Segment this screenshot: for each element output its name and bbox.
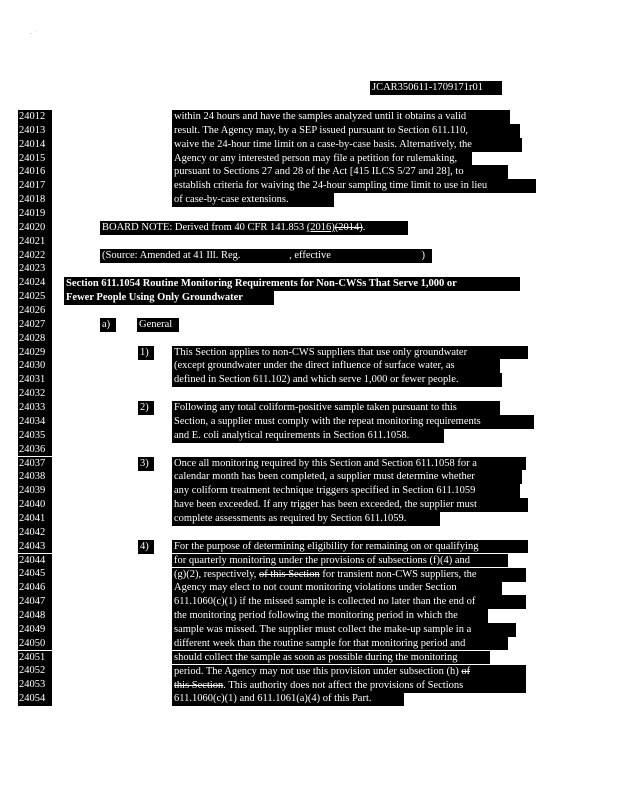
text-line-24014: waive the 24-hour time limit on a case-by-case basis. Alternatively, the bbox=[172, 138, 522, 152]
line-number: 24022 bbox=[18, 249, 52, 263]
text-line-24054: 611.1060(c)(1) and 611.1061(a)(4) of this Part. bbox=[172, 692, 404, 706]
line-number: 24034 bbox=[18, 415, 52, 429]
line-number: 24048 bbox=[18, 609, 52, 623]
line-number: 24046 bbox=[18, 581, 52, 595]
source-effective-text: , effective bbox=[289, 250, 334, 261]
board-note-inserted-year: (2016) bbox=[306, 222, 335, 233]
line-number: 24029 bbox=[18, 346, 52, 360]
item-2-label: 2) bbox=[138, 401, 154, 415]
line-number: 24042 bbox=[18, 526, 52, 540]
line-number: 24018 bbox=[18, 193, 52, 207]
text-line-24043: For the purpose of determining eligibility for remaining on or qualifying bbox=[172, 540, 528, 554]
line-number: 24038 bbox=[18, 470, 52, 484]
board-note bbox=[100, 221, 408, 235]
line-number: 24020 bbox=[18, 221, 52, 235]
line-number: 24028 bbox=[18, 332, 52, 346]
text-line-24013: result. The Agency may, by a SEP issued pursuant to Section 611.110, bbox=[172, 124, 520, 138]
line-number: 24041 bbox=[18, 512, 52, 526]
line-number: 24012 bbox=[18, 110, 52, 124]
line-number: 24051 bbox=[18, 651, 52, 665]
line-number: 24054 bbox=[18, 692, 52, 706]
subsection-a-label: a) bbox=[100, 318, 116, 332]
source-close: ) bbox=[421, 250, 426, 261]
text-line-24041: complete assessments as required by Section 611.1059. bbox=[172, 512, 440, 526]
line-24045-pre: (g)(2), respectively, bbox=[174, 569, 260, 580]
line-24053-deleted: this Section bbox=[174, 680, 224, 691]
line-24053-post: . This authority does not affect the provisions of Sections bbox=[223, 680, 464, 691]
text-line-24048: the monitoring period following the monitoring period in which the bbox=[172, 609, 488, 623]
line-24045-text bbox=[172, 568, 526, 582]
line-number: 24052 bbox=[18, 664, 52, 678]
text-line-24039: any coliform treatment technique triggers specified in Section 611.1059 bbox=[172, 484, 520, 498]
line-number: 24053 bbox=[18, 678, 52, 692]
line-number: 24044 bbox=[18, 554, 52, 568]
text-line-24018: of case-by-case extensions. bbox=[172, 193, 334, 207]
text-line-24046: Agency may elect to not count monitoring violations under Section bbox=[172, 581, 502, 595]
section-heading-line-2: Fewer People Using Only Groundwater bbox=[64, 291, 274, 305]
line-number: 24021 bbox=[18, 235, 52, 249]
text-line-24033: Following any total coliform-positive sample taken pursuant to this bbox=[172, 401, 500, 415]
text-line-24047: 611.1060(c)(1) if the missed sample is collected no later than the end of bbox=[172, 595, 526, 609]
line-number: 24047 bbox=[18, 595, 52, 609]
line-number: 24016 bbox=[18, 165, 52, 179]
line-number: 24030 bbox=[18, 359, 52, 373]
line-24052-deleted: of bbox=[461, 666, 471, 677]
item-1-label: 1) bbox=[138, 346, 154, 360]
text-line-24012: within 24 hours and have the samples analyzed until it obtains a valid bbox=[172, 110, 510, 124]
text-line-24051: should collect the sample as soon as possible during the monitoring bbox=[172, 651, 490, 665]
line-number: 24025 bbox=[18, 290, 52, 304]
item-4-label: 4) bbox=[138, 540, 154, 554]
line-24052-pre: period. The Agency may not use this provision under subsection (h) bbox=[174, 666, 462, 677]
text-line-24040: have been exceeded. If any trigger has been exceeded, the supplier must bbox=[172, 498, 528, 512]
line-number: 24026 bbox=[18, 304, 52, 318]
line-number: 24037 bbox=[18, 457, 52, 471]
line-number: 24033 bbox=[18, 401, 52, 415]
line-number: 24013 bbox=[18, 124, 52, 138]
source-note bbox=[100, 249, 432, 263]
text-line-24015: Agency or any interested person may file a petition for rulemaking, bbox=[172, 152, 472, 166]
line-number: 24024 bbox=[18, 276, 52, 290]
line-24045-deleted: of this Section bbox=[259, 569, 320, 580]
item-3-label: 3) bbox=[138, 457, 154, 471]
text-line-24034: Section, a supplier must comply with the repeat monitoring requirements bbox=[172, 415, 534, 429]
text-line-24050: different week than the routine sample for that monitoring period and bbox=[172, 637, 508, 651]
line-number: 24043 bbox=[18, 540, 52, 554]
line-number: 24032 bbox=[18, 387, 52, 401]
line-24053-text bbox=[172, 679, 526, 693]
source-amended-text: (Source: Amended at 41 Ill. Reg. bbox=[102, 250, 244, 261]
line-number: 24023 bbox=[18, 262, 52, 276]
text-line-24031: defined in Section 611.102) and which serve 1,000 or fewer people. bbox=[172, 373, 502, 387]
subsection-a-title: General bbox=[137, 318, 179, 332]
text-line-24049: sample was missed. The supplier must collect the make-up sample in a bbox=[172, 623, 516, 637]
line-number: 24027 bbox=[18, 318, 52, 332]
board-note-end: . bbox=[362, 222, 366, 233]
line-number: 24045 bbox=[18, 567, 52, 581]
text-line-24035: and E. coli analytical requirements in Section 611.1058. bbox=[172, 429, 444, 443]
text-line-24037: Once all monitoring required by this Section and Section 611.1058 for a bbox=[172, 457, 526, 471]
board-note-text: BOARD NOTE: Derived from 40 CFR 141.853 bbox=[102, 222, 307, 233]
line-number: 24040 bbox=[18, 498, 52, 512]
document-code: JCAR350611-1709171r01 bbox=[370, 81, 502, 95]
text-line-24016: pursuant to Sections 27 and 28 of the Act [415 ILCS 5/27 and 28], to bbox=[172, 165, 508, 179]
line-number: 24049 bbox=[18, 623, 52, 637]
text-line-24030: (except groundwater under the direct influence of surface water, as bbox=[172, 359, 500, 373]
text-line-24029: This Section applies to non-CWS suppliers that use only groundwater bbox=[172, 346, 528, 360]
line-number: 24015 bbox=[18, 152, 52, 166]
text-line-24044: for quarterly monitoring under the provisions of subsections (f)(4) and bbox=[172, 554, 508, 568]
line-number: 24035 bbox=[18, 429, 52, 443]
scan-specks: · ˙ bbox=[30, 30, 38, 38]
text-line-24017: establish criteria for waiving the 24-hour sampling time limit to use in lieu bbox=[172, 179, 536, 193]
line-24052-text bbox=[172, 665, 526, 679]
text-line-24038: calendar month has been completed, a supplier must determine whether bbox=[172, 470, 522, 484]
line-number: 24039 bbox=[18, 484, 52, 498]
board-note-deleted-year: (2014) bbox=[334, 222, 363, 233]
line-number: 24036 bbox=[18, 443, 52, 457]
line-number: 24014 bbox=[18, 138, 52, 152]
line-24045-post: for transient non-CWS suppliers, the bbox=[319, 569, 477, 580]
line-number: 24019 bbox=[18, 207, 52, 221]
section-heading-line-1: Section 611.1054 Routine Monitoring Requirements for Non-CWSs That Serve 1,000 or bbox=[64, 277, 520, 291]
line-number: 24031 bbox=[18, 373, 52, 387]
line-number: 24050 bbox=[18, 637, 52, 651]
line-number: 24017 bbox=[18, 179, 52, 193]
